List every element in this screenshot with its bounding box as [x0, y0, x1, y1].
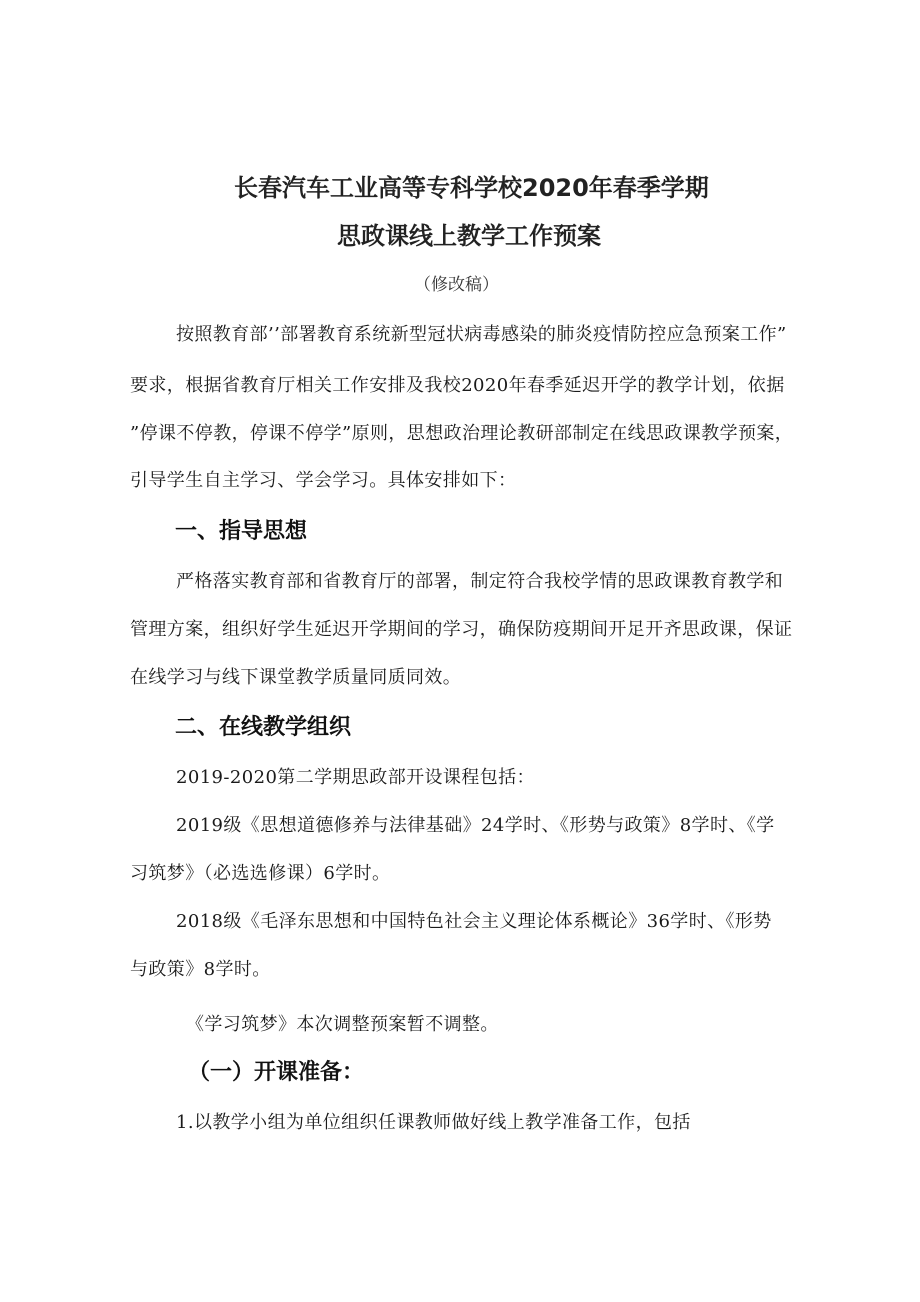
subsection-heading: （一）开课准备： — [188, 1060, 365, 1085]
section1-line: 在线学习与线下课堂教学质量同质同效。 — [130, 667, 462, 688]
course-line: 2019级《思想道德修养与法律基础》24学时、《形势与政策》8学时、《学 — [176, 815, 775, 836]
course-line: 习筑梦》（必选选修课）6学时。 — [130, 863, 391, 884]
section1-line: 严格落实教育部和省教育厅的部署，制定符合我校学情的思政课教育教学和 — [176, 571, 784, 592]
subtitle: （修改稿） — [414, 275, 499, 295]
section2-courses-intro: 2019-2020第二学期思政部开设课程包括： — [176, 767, 535, 788]
list-item-1: 1.以教学小组为单位组织任课教师做好线上教学准备工作，包括 — [176, 1112, 691, 1133]
title-line-1: 长春汽车工业高等专科学校2020年春季学期 — [234, 174, 709, 202]
intro-line: 引导学生自主学习、学会学习。具体安排如下： — [130, 470, 517, 491]
section1-line: 管理方案，组织好学生延迟开学期间的学习，确保防疫期间开足开齐思政课，保证 — [130, 619, 793, 640]
intro-line: ”停课不停教，停课不停学”原则，思想政治理论教研部制定在线思政课教学预案， — [130, 423, 794, 444]
course-line: 2018级《毛泽东思想和中国特色社会主义理论体系概论》36学时、《形势 — [176, 911, 772, 932]
intro-line: 按照教育部’’部署教育系统新型冠状病毒感染的肺炎疫情防控应急预案工作” — [176, 324, 787, 345]
section1-heading: 一、指导思想 — [175, 519, 308, 544]
course-line: 与政策》8学时。 — [130, 959, 271, 980]
adjustment-note: 《学习筑梦》本次调整预案暂不调整。 — [186, 1014, 499, 1035]
intro-line: 要求，根据省教育厅相关工作安排及我校2020年春季延迟开学的教学计划，依据 — [130, 375, 785, 396]
section2-heading: 二、在线教学组织 — [175, 715, 352, 740]
title-line-2: 思政课线上教学工作预案 — [337, 222, 601, 250]
